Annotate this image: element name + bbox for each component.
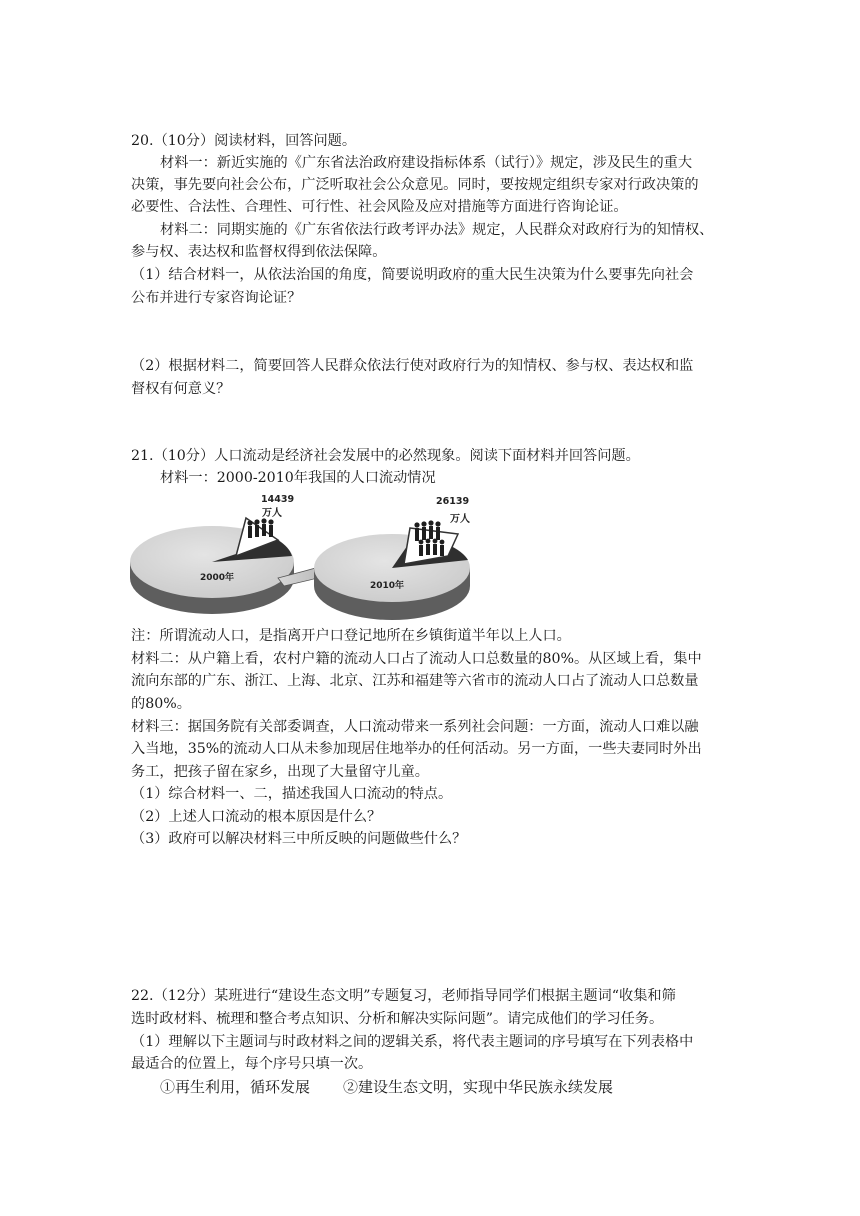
- q22-heading-line2: 选时政材料、梳理和整合考点知识、分析和解决实际问题”。请完成他们的学习任务。: [131, 1011, 664, 1027]
- q21-heading: 21.（10分）人口流动是经济社会发展中的必然现象。阅读下面材料并回答问题。: [131, 448, 640, 464]
- q21-sub1: （1）综合材料一、二，描述我国人口流动的特点。: [131, 786, 453, 802]
- q21-material3-line3: 务工，把孩子留在家乡，出现了大量留守儿童。: [131, 764, 429, 780]
- q20-material2-line2: 参与权、表达权和监督权得到依法保障。: [131, 244, 387, 260]
- q21-material2-line3: 的80%。: [131, 696, 191, 712]
- pie-2000-year-label: 2000年: [200, 573, 235, 583]
- pie-2010-value-number: 26139: [436, 496, 470, 507]
- q22-option1: ①再生利用，循环发展: [160, 1078, 311, 1096]
- q21-material3-line2: 入当地，35%的流动人口从未参加现居住地举办的任何活动。另一方面，一些夫妻同时外出: [131, 741, 702, 757]
- q20-material1-line2: 决策，事先要向社会公布，广泛听取社会公众意见。同时，要按规定组织专家对行政决策的: [131, 177, 699, 193]
- q21-material3-line1: 材料三：据国务院有关部委调查，人口流动带来一系列社会问题：一方面，流动人口难以融: [131, 719, 699, 735]
- pie-2000-value: [261, 494, 294, 519]
- q20-material2-line1: 材料二：同期实施的《广东省依法行政考评办法》规定，人民群众对政府行为的知情权、: [160, 222, 714, 238]
- q20-sub1-line2: 公布并进行专家咨询论证？: [131, 290, 302, 306]
- pie-2010-value: [436, 496, 470, 525]
- q22-sub1-line1: （1）理解以下主题词与时政材料之间的逻辑关系，将代表主题词的序号填写在下列表格中: [131, 1034, 694, 1050]
- q22-option2: ②建设生态文明，实现中华民族永续发展: [343, 1078, 614, 1096]
- pie-2010: [314, 520, 470, 620]
- q20-sub2-line2: 督权有何意义？: [131, 381, 231, 397]
- q20-material1-line3: 必要性、合法性、合理性、可行性、社会风险及应对措施等方面进行咨询论证。: [131, 199, 628, 215]
- pie-2010-value-unit: 万人: [450, 514, 470, 525]
- q21-sub3: （3）政府可以解决材料三中所反映的问题做些什么？: [131, 831, 467, 847]
- q20-heading: 20.（10分）阅读材料，回答问题。: [131, 133, 357, 149]
- q21-material1: 材料一：2000-2010年我国的人口流动情况: [160, 470, 436, 486]
- q20-sub1-line1: （1）结合材料一，从依法治国的角度，简要说明政府的重大民生决策为什么要事先向社会: [131, 267, 694, 283]
- q21-material2-line2: 流向东部的广东、浙江、上海、北京、江苏和福建等六省市的流动人口占了流动人口总数量: [131, 673, 699, 689]
- pie-2000-value-unit: 万人: [262, 508, 282, 519]
- pie-2000-value-number: 14439: [261, 494, 295, 505]
- pie-2010-year-label: 2010年: [370, 581, 405, 591]
- q21-material2-line1: 材料二：从户籍上看，农村户籍的流动人口占了流动人口总数量的80%。从区域上看，集中: [131, 651, 702, 667]
- q20-sub2-line1: （2）根据材料二，简要回答人民群众依法行使对政府行为的知情权、参与权、表达权和监: [131, 358, 694, 374]
- q21-note: 注：所谓流动人口，是指离开户口登记地所在乡镇街道半年以上人口。: [131, 628, 571, 644]
- q22-heading-line1: 22.（12分）某班进行“建设生态文明”专题复习，老师指导同学们根据主题词“收集和筛: [131, 988, 676, 1004]
- q20-material1-line1: 材料一：新近实施的《广东省法治政府建设指标体系（试行）》规定，涉及民生的重大: [160, 155, 693, 171]
- population-flow-chart: [128, 492, 473, 622]
- q21-sub2: （2）上述人口流动的根本原因是什么？: [131, 809, 382, 825]
- pie-2000: [130, 518, 294, 614]
- q22-sub1-line2: 最适合的位置上，每个序号只填一次。: [131, 1056, 373, 1072]
